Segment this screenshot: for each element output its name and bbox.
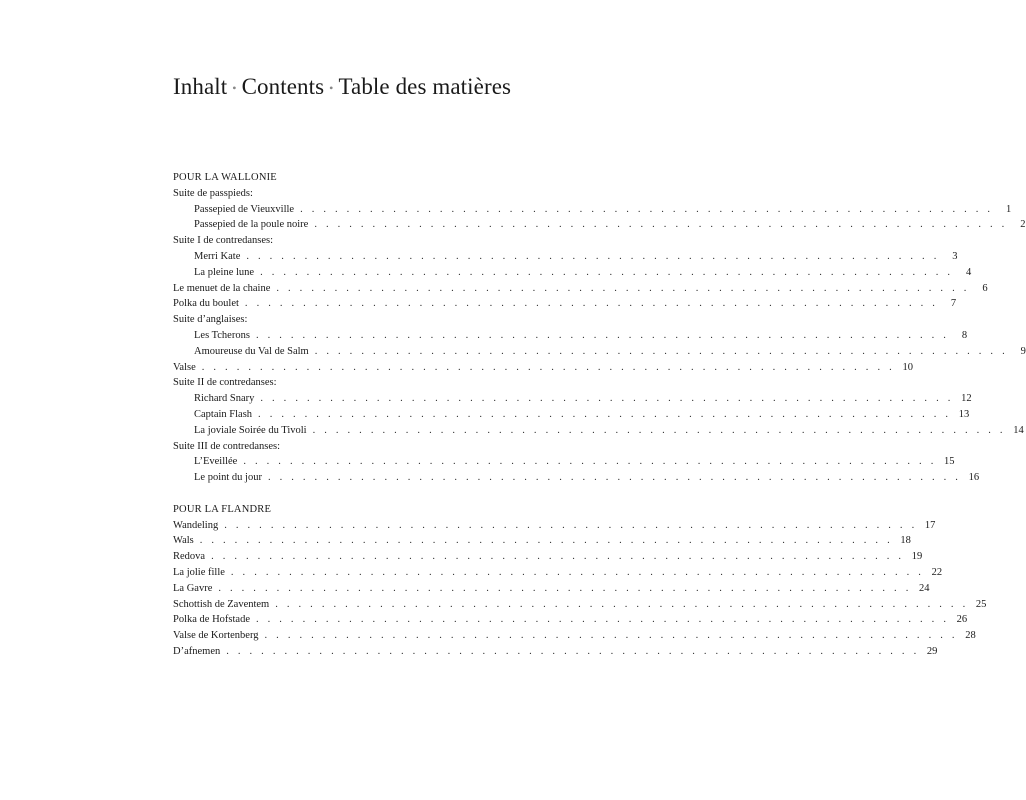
page-number: 10 [902,361,913,373]
entry-title: Wandeling [173,519,219,531]
page-number: 29 [926,645,938,657]
toc-entry[interactable] [173,344,1026,360]
entry-title: Redova [173,551,206,563]
toc-entry[interactable] [173,217,1026,233]
toc-entry[interactable] [173,533,911,549]
page-number: 13 [958,408,970,420]
entry-title: Valse [173,361,196,373]
toc-entry[interactable] [173,202,1012,218]
entry-title: Passepied de Vieuxville [194,203,295,215]
dot-leader: . . . . . . . . . . . . . . . . . . . . . . . . . . . . . . . . . . . . . . . . . . . . . . . . . . . . . . . . . . . . [260,266,954,278]
section-spacer [173,486,493,502]
dot-leader: . . . . . . . . . . . . . . . . . . . . . . . . . . . . . . . . . . . . . . . . . . . . . . . . . . . . . . . . . . . . [224,519,918,531]
entry-title: Les Tcherons [194,329,250,341]
entry-title: Merri Kate [194,250,241,262]
entry-title: Wals [173,535,194,547]
page-number: 17 [924,519,936,531]
dot-leader: . . . . . . . . . . . . . . . . . . . . . . . . . . . . . . . . . . . . . . . . . . . . . . . . . . . . . . . . . . . . [243,456,937,468]
dot-leader: . . . . . . . . . . . . . . . . . . . . . . . . . . . . . . . . . . . . . . . . . . . . . . . . . . . . . . . . . . . . [260,393,954,405]
entry-title: Captain Flash [194,408,253,420]
entry-title: Polka du boulet [173,298,239,310]
section-heading-wallonie: POUR LA WALLONIE [173,172,277,183]
toc-entry[interactable] [173,391,972,407]
page-number: 15 [944,456,955,468]
toc-entry[interactable] [173,328,968,344]
dot-leader: . . . . . . . . . . . . . . . . . . . . . . . . . . . . . . . . . . . . . . . . . . . . . . . . . . . . . . . . . . . . [244,298,939,310]
toc-entry[interactable] [173,249,958,265]
dot-leader: . . . . . . . . . . . . . . . . . . . . . . . . . . . . . . . . . . . . . . . . . . . . . . . . . . . . . . . . . . . . [258,408,952,420]
dot-leader: . . . . . . . . . . . . . . . . . . . . . . . . . . . . . . . . . . . . . . . . . . . . . . . . . . . . . . . . . . . . [312,424,1006,436]
toc-entry[interactable] [173,518,936,534]
toc-entry[interactable] [173,581,930,597]
entry-title: La jolie fille [173,566,225,578]
toc-entry[interactable] [173,407,970,423]
dot-leader: . . . . . . . . . . . . . . . . . . . . . . . . . . . . . . . . . . . . . . . . . . . . . . . . . . . . . . . . . . . . [314,345,1008,357]
page-number: 6 [982,282,988,294]
page-number: 2 [1020,219,1026,231]
entry-title: L’Eveillée [194,456,238,468]
suite-group-label: Suite III de contredanses: [173,440,281,452]
table-of-contents [173,170,1026,660]
suite-group-label: Suite I de contredanses: [173,235,274,247]
page-number: 25 [975,598,987,610]
page-number: 7 [950,298,957,310]
entry-title: La joviale Soirée du Tivoli [194,424,307,436]
page-number: 19 [911,551,923,563]
page-number: 3 [952,250,958,262]
section-heading-flandre: POUR LA FLANDRE [173,503,272,515]
page-title [173,74,511,100]
title-separator-bullet: • [232,81,237,95]
toc-entry[interactable] [173,265,972,281]
dot-leader: . . . . . . . . . . . . . . . . . . . . . . . . . . . . . . . . . . . . . . . . . . . . . . . . . . . . . . . . . . . . [264,630,958,642]
dot-leader: . . . . . . . . . . . . . . . . . . . . . . . . . . . . . . . . . . . . . . . . . . . . . . . . . . . . . . . . . . . . [201,361,895,373]
toc-entry[interactable] [173,423,1024,439]
page-number: 12 [961,393,972,405]
dot-leader: . . . . . . . . . . . . . . . . . . . . . . . . . . . . . . . . . . . . . . . . . . . . . . . . . . . . . . . . . . . . [275,598,969,610]
entry-title: Polka de Hofstade [173,614,250,626]
page-number: 22 [931,566,943,578]
toc-entry[interactable] [173,470,980,486]
dot-leader: . . . . . . . . . . . . . . . . . . . . . . . . . . . . . . . . . . . . . . . . . . . . . . . . . . . . . . . . . . . . [255,329,950,341]
dot-leader: . . . . . . . . . . . . . . . . . . . . . . . . . . . . . . . . . . . . . . . . . . . . . . . . . . . . . . . . . . . . [267,472,962,484]
page-number: 26 [956,614,968,626]
entry-title: Valse de Kortenberg [173,630,259,642]
dot-leader: . . . . . . . . . . . . . . . . . . . . . . . . . . . . . . . . . . . . . . . . . . . . . . . . . . . . . . . . . . . . [199,535,893,547]
entry-title: La pleine lune [194,266,255,278]
page-number: 28 [965,630,976,642]
dot-leader: . . . . . . . . . . . . . . . . . . . . . . . . . . . . . . . . . . . . . . . . . . . . . . . . . . . . . . . . . . . . [255,614,950,626]
page-number: 16 [968,472,980,484]
suite-group-label: Suite de passpieds: [173,187,253,199]
dot-leader: . . . . . . . . . . . . . . . . . . . . . . . . . . . . . . . . . . . . . . . . . . . . . . . . . . . . . . . . . . . . [276,282,970,294]
title-separator-bullet: • [329,81,334,95]
title-english: Contents [241,74,325,99]
dot-leader: . . . . . . . . . . . . . . . . . . . . . . . . . . . . . . . . . . . . . . . . . . . . . . . . . . . . . . . . . . . . [246,250,940,262]
title-french: Table des matières [338,74,512,99]
page-number: 8 [961,329,968,341]
page-number: 14 [1013,424,1024,436]
dot-leader: . . . . . . . . . . . . . . . . . . . . . . . . . . . . . . . . . . . . . . . . . . . . . . . . . . . . . . . . . . . . [314,219,1008,231]
toc-entry[interactable] [173,612,968,628]
toc-entry[interactable] [173,296,957,312]
dot-leader: . . . . . . . . . . . . . . . . . . . . . . . . . . . . . . . . . . . . . . . . . . . . . . . . . . . . . . . . . . . . [211,551,905,563]
dot-leader: . . . . . . . . . . . . . . . . . . . . . . . . . . . . . . . . . . . . . . . . . . . . . . . . . . . . . . . . . . . . [230,566,925,578]
entry-title: La Gavre [173,582,213,594]
page-number: 1 [1006,203,1012,215]
toc-entry[interactable] [173,549,923,565]
page-number: 9 [1020,345,1026,357]
toc-entry[interactable] [173,597,987,613]
dot-leader: . . . . . . . . . . . . . . . . . . . . . . . . . . . . . . . . . . . . . . . . . . . . . . . . . . . . . . . . . . . . [218,582,912,594]
wallonie-entries [173,186,1026,486]
flandre-entries [173,518,987,660]
toc-entry[interactable] [173,360,913,376]
toc-entry[interactable] [173,454,955,470]
page-number: 4 [966,266,972,278]
suite-group-label: Suite d’anglaises: [173,314,248,326]
toc-entry[interactable] [173,565,943,581]
entry-title: D’afnemen [173,645,221,657]
dot-leader: . . . . . . . . . . . . . . . . . . . . . . . . . . . . . . . . . . . . . . . . . . . . . . . . . . . . . . . . . . . . [300,203,994,215]
toc-entry[interactable] [173,644,938,660]
toc-entry[interactable] [173,628,976,644]
entry-title: Le point du jour [194,472,262,484]
suite-group-label: Suite II de contredanses: [173,377,277,389]
toc-entry[interactable] [173,281,988,297]
title-german: Inhalt [173,74,228,99]
page-number: 18 [900,535,911,547]
entry-title: Schottish de Zaventem [173,598,270,610]
entry-title: Passepied de la poule noire [194,219,309,231]
entry-title: Richard Snary [194,393,255,405]
entry-title: Amoureuse du Val de Salm [194,345,309,357]
page-number: 24 [919,582,930,594]
entry-title: Le menuet de la chaine [173,282,271,294]
dot-leader: . . . . . . . . . . . . . . . . . . . . . . . . . . . . . . . . . . . . . . . . . . . . . . . . . . . . . . . . . . . . [226,645,920,657]
